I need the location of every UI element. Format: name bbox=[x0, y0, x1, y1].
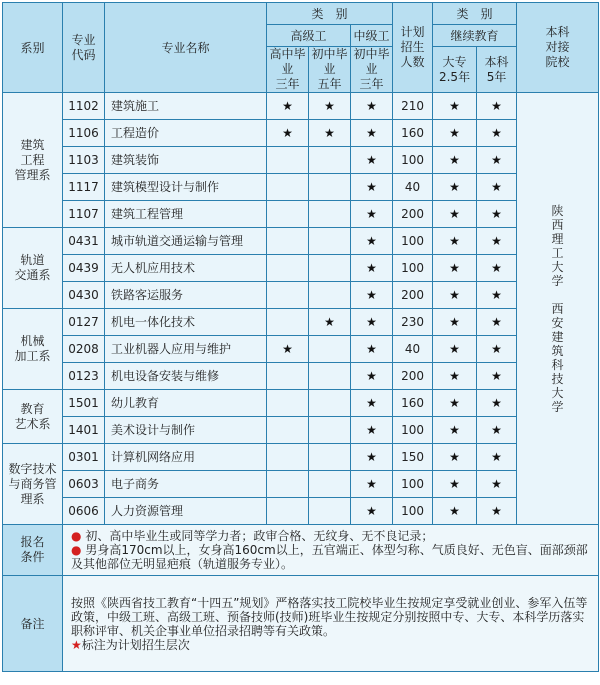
major-code: 0127 bbox=[63, 309, 105, 336]
star-icon: ★ bbox=[477, 120, 517, 147]
major-code: 1501 bbox=[63, 390, 105, 417]
col-code: 专业 代码 bbox=[63, 3, 105, 93]
admissions-table bbox=[2, 2, 599, 672]
major-name: 机电一体化技术 bbox=[105, 309, 267, 336]
level-b bbox=[309, 363, 351, 390]
star-icon: ★ bbox=[71, 637, 82, 652]
table-row bbox=[3, 444, 599, 471]
plan-count: 100 bbox=[393, 498, 433, 525]
table-row bbox=[3, 417, 599, 444]
star-icon: ★ bbox=[433, 471, 477, 498]
star-icon: ★ bbox=[477, 444, 517, 471]
star-icon: ★ bbox=[433, 93, 477, 120]
plan-count: 100 bbox=[393, 228, 433, 255]
star-icon: ★ bbox=[477, 471, 517, 498]
plan-count: 100 bbox=[393, 255, 433, 282]
level-a bbox=[267, 390, 309, 417]
star-icon: ★ bbox=[351, 363, 393, 390]
star-icon: ★ bbox=[477, 309, 517, 336]
star-icon: ★ bbox=[433, 390, 477, 417]
plan-count: 210 bbox=[393, 93, 433, 120]
star-icon: ★ bbox=[477, 201, 517, 228]
star-icon: ★ bbox=[433, 498, 477, 525]
plan-count: 200 bbox=[393, 282, 433, 309]
star-icon: ★ bbox=[351, 201, 393, 228]
table-row bbox=[3, 174, 599, 201]
dept-cell: 数字技术 与商务管 理系 bbox=[3, 444, 63, 525]
level-b bbox=[309, 471, 351, 498]
col-name: 专业名称 bbox=[105, 3, 267, 93]
major-name: 铁路客运服务 bbox=[105, 282, 267, 309]
bullet-icon: ● bbox=[71, 543, 82, 557]
major-code: 0439 bbox=[63, 255, 105, 282]
level-a bbox=[267, 471, 309, 498]
plan-count: 160 bbox=[393, 390, 433, 417]
star-icon: ★ bbox=[309, 309, 351, 336]
star-icon: ★ bbox=[477, 363, 517, 390]
level-b bbox=[309, 444, 351, 471]
col-category: 类 别 bbox=[267, 3, 393, 25]
plan-count: 100 bbox=[393, 147, 433, 174]
col-dazhuan: 大专 2.5年 bbox=[433, 47, 477, 93]
star-icon: ★ bbox=[351, 390, 393, 417]
major-name: 工程造价 bbox=[105, 120, 267, 147]
plan-count: 150 bbox=[393, 444, 433, 471]
star-icon: ★ bbox=[477, 147, 517, 174]
star-icon: ★ bbox=[351, 120, 393, 147]
star-icon: ★ bbox=[267, 120, 309, 147]
table-row bbox=[3, 471, 599, 498]
table-row bbox=[3, 363, 599, 390]
major-code: 0603 bbox=[63, 471, 105, 498]
star-icon: ★ bbox=[433, 363, 477, 390]
major-code: 0430 bbox=[63, 282, 105, 309]
star-icon: ★ bbox=[433, 444, 477, 471]
remarks-label: 备注 bbox=[3, 576, 63, 672]
col-benke: 本科 5年 bbox=[477, 47, 517, 93]
star-icon: ★ bbox=[309, 120, 351, 147]
major-name: 计算机网络应用 bbox=[105, 444, 267, 471]
table-row bbox=[3, 390, 599, 417]
major-name: 美术设计与制作 bbox=[105, 417, 267, 444]
major-name: 工业机器人应用与维护 bbox=[105, 336, 267, 363]
plan-count: 200 bbox=[393, 363, 433, 390]
level-a bbox=[267, 444, 309, 471]
major-code: 1103 bbox=[63, 147, 105, 174]
level-a bbox=[267, 201, 309, 228]
col-adv-hs: 高中毕业 三年 bbox=[267, 47, 309, 93]
star-icon: ★ bbox=[351, 93, 393, 120]
star-icon: ★ bbox=[351, 174, 393, 201]
level-a bbox=[267, 309, 309, 336]
table-row bbox=[3, 147, 599, 174]
col-dept: 系别 bbox=[3, 3, 63, 93]
star-icon: ★ bbox=[477, 93, 517, 120]
col-advanced: 高级工 bbox=[267, 25, 351, 47]
level-b bbox=[309, 498, 351, 525]
star-icon: ★ bbox=[267, 336, 309, 363]
level-b bbox=[309, 228, 351, 255]
star-icon: ★ bbox=[351, 309, 393, 336]
star-icon: ★ bbox=[477, 282, 517, 309]
major-name: 城市轨道交通运输与管理 bbox=[105, 228, 267, 255]
star-icon: ★ bbox=[433, 282, 477, 309]
table-row bbox=[3, 498, 599, 525]
major-name: 幼儿教育 bbox=[105, 390, 267, 417]
table-row bbox=[3, 201, 599, 228]
major-code: 1117 bbox=[63, 174, 105, 201]
admissions-table-page bbox=[2, 2, 598, 681]
major-code: 0431 bbox=[63, 228, 105, 255]
major-name: 建筑模型设计与制作 bbox=[105, 174, 267, 201]
major-name: 机电设备安装与维修 bbox=[105, 363, 267, 390]
star-icon: ★ bbox=[351, 147, 393, 174]
major-name: 建筑施工 bbox=[105, 93, 267, 120]
remarks-text: 按照《陕西省技工教育“十四五”规划》严格落实技工院校毕业生按规定享受就业创业、参军入伍等政策，中级工班、高级工班、预备技师(技师)班毕业生按规定分别按照中专、大专、本科学历落实职称评审、机关企事业单位招录招聘等有关政策。 ★标注为计划招生层次 bbox=[63, 576, 599, 672]
plan-count: 100 bbox=[393, 471, 433, 498]
table-row bbox=[3, 120, 599, 147]
star-icon: ★ bbox=[477, 390, 517, 417]
star-icon: ★ bbox=[309, 93, 351, 120]
star-icon: ★ bbox=[267, 93, 309, 120]
plan-count: 100 bbox=[393, 417, 433, 444]
dept-cell: 机械 加工系 bbox=[3, 309, 63, 390]
table-row bbox=[3, 255, 599, 282]
major-code: 1401 bbox=[63, 417, 105, 444]
star-icon: ★ bbox=[351, 255, 393, 282]
major-code: 0208 bbox=[63, 336, 105, 363]
level-a bbox=[267, 147, 309, 174]
col-plan: 计划 招生 人数 bbox=[393, 3, 433, 93]
plan-count: 160 bbox=[393, 120, 433, 147]
requirements-label: 报名 条件 bbox=[3, 525, 63, 576]
table-row bbox=[3, 309, 599, 336]
major-name: 建筑工程管理 bbox=[105, 201, 267, 228]
plan-count: 200 bbox=[393, 201, 433, 228]
major-name: 建筑装饰 bbox=[105, 147, 267, 174]
level-b bbox=[309, 336, 351, 363]
table-row bbox=[3, 282, 599, 309]
level-a bbox=[267, 417, 309, 444]
plan-count: 40 bbox=[393, 174, 433, 201]
star-icon: ★ bbox=[477, 417, 517, 444]
star-icon: ★ bbox=[351, 336, 393, 363]
bullet-icon: ● bbox=[71, 529, 82, 543]
star-icon: ★ bbox=[477, 255, 517, 282]
star-icon: ★ bbox=[433, 336, 477, 363]
table-row bbox=[3, 93, 599, 120]
level-a bbox=[267, 363, 309, 390]
col-category2: 类 别 bbox=[433, 3, 517, 25]
star-icon: ★ bbox=[433, 228, 477, 255]
major-code: 1106 bbox=[63, 120, 105, 147]
level-b bbox=[309, 255, 351, 282]
star-icon: ★ bbox=[433, 255, 477, 282]
star-icon: ★ bbox=[433, 147, 477, 174]
star-icon: ★ bbox=[351, 444, 393, 471]
major-name: 人力资源管理 bbox=[105, 498, 267, 525]
major-code: 0301 bbox=[63, 444, 105, 471]
col-adv-jh: 初中毕业 五年 bbox=[309, 47, 351, 93]
major-code: 1107 bbox=[63, 201, 105, 228]
requirements-text: ● 初、高中毕业生或同等学力者；政审合格、无纹身、无不良记录； ● 男身高170cm以上，女身高160cm以上，五官端正、体型匀称、气质良好、无色盲、面部颈部及其他部位无明显疤痕（轨道服务专业）。 bbox=[63, 525, 599, 576]
major-code: 0123 bbox=[63, 363, 105, 390]
level-b bbox=[309, 282, 351, 309]
col-middle: 中级工 bbox=[351, 25, 393, 47]
col-partner: 本科 对接 院校 bbox=[517, 3, 599, 93]
level-a bbox=[267, 228, 309, 255]
star-icon: ★ bbox=[477, 336, 517, 363]
star-icon: ★ bbox=[433, 201, 477, 228]
star-icon: ★ bbox=[433, 309, 477, 336]
level-a bbox=[267, 255, 309, 282]
star-icon: ★ bbox=[351, 417, 393, 444]
dept-cell: 轨道 交通系 bbox=[3, 228, 63, 309]
major-name: 电子商务 bbox=[105, 471, 267, 498]
plan-count: 230 bbox=[393, 309, 433, 336]
major-code: 0606 bbox=[63, 498, 105, 525]
col-mid-jh: 初中毕业 三年 bbox=[351, 47, 393, 93]
star-icon: ★ bbox=[433, 120, 477, 147]
star-icon: ★ bbox=[351, 471, 393, 498]
table-row bbox=[3, 228, 599, 255]
major-code: 1102 bbox=[63, 93, 105, 120]
star-icon: ★ bbox=[477, 174, 517, 201]
star-icon: ★ bbox=[351, 228, 393, 255]
level-a bbox=[267, 498, 309, 525]
plan-count: 40 bbox=[393, 336, 433, 363]
major-name: 无人机应用技术 bbox=[105, 255, 267, 282]
star-icon: ★ bbox=[477, 498, 517, 525]
table-body bbox=[3, 93, 599, 525]
table-row bbox=[3, 336, 599, 363]
level-b bbox=[309, 174, 351, 201]
partner-universities: 陕 西 理 工 大 学 西 安 建 筑 科 技 大 学 bbox=[517, 93, 599, 525]
col-continuing: 继续教育 bbox=[433, 25, 517, 47]
dept-cell: 建筑 工程 管理系 bbox=[3, 93, 63, 228]
star-icon: ★ bbox=[351, 282, 393, 309]
level-a bbox=[267, 174, 309, 201]
level-a bbox=[267, 282, 309, 309]
level-b bbox=[309, 201, 351, 228]
level-b bbox=[309, 390, 351, 417]
star-icon: ★ bbox=[477, 228, 517, 255]
star-icon: ★ bbox=[433, 174, 477, 201]
level-b bbox=[309, 417, 351, 444]
level-b bbox=[309, 147, 351, 174]
star-icon: ★ bbox=[351, 498, 393, 525]
dept-cell: 教育 艺术系 bbox=[3, 390, 63, 444]
star-icon: ★ bbox=[433, 417, 477, 444]
